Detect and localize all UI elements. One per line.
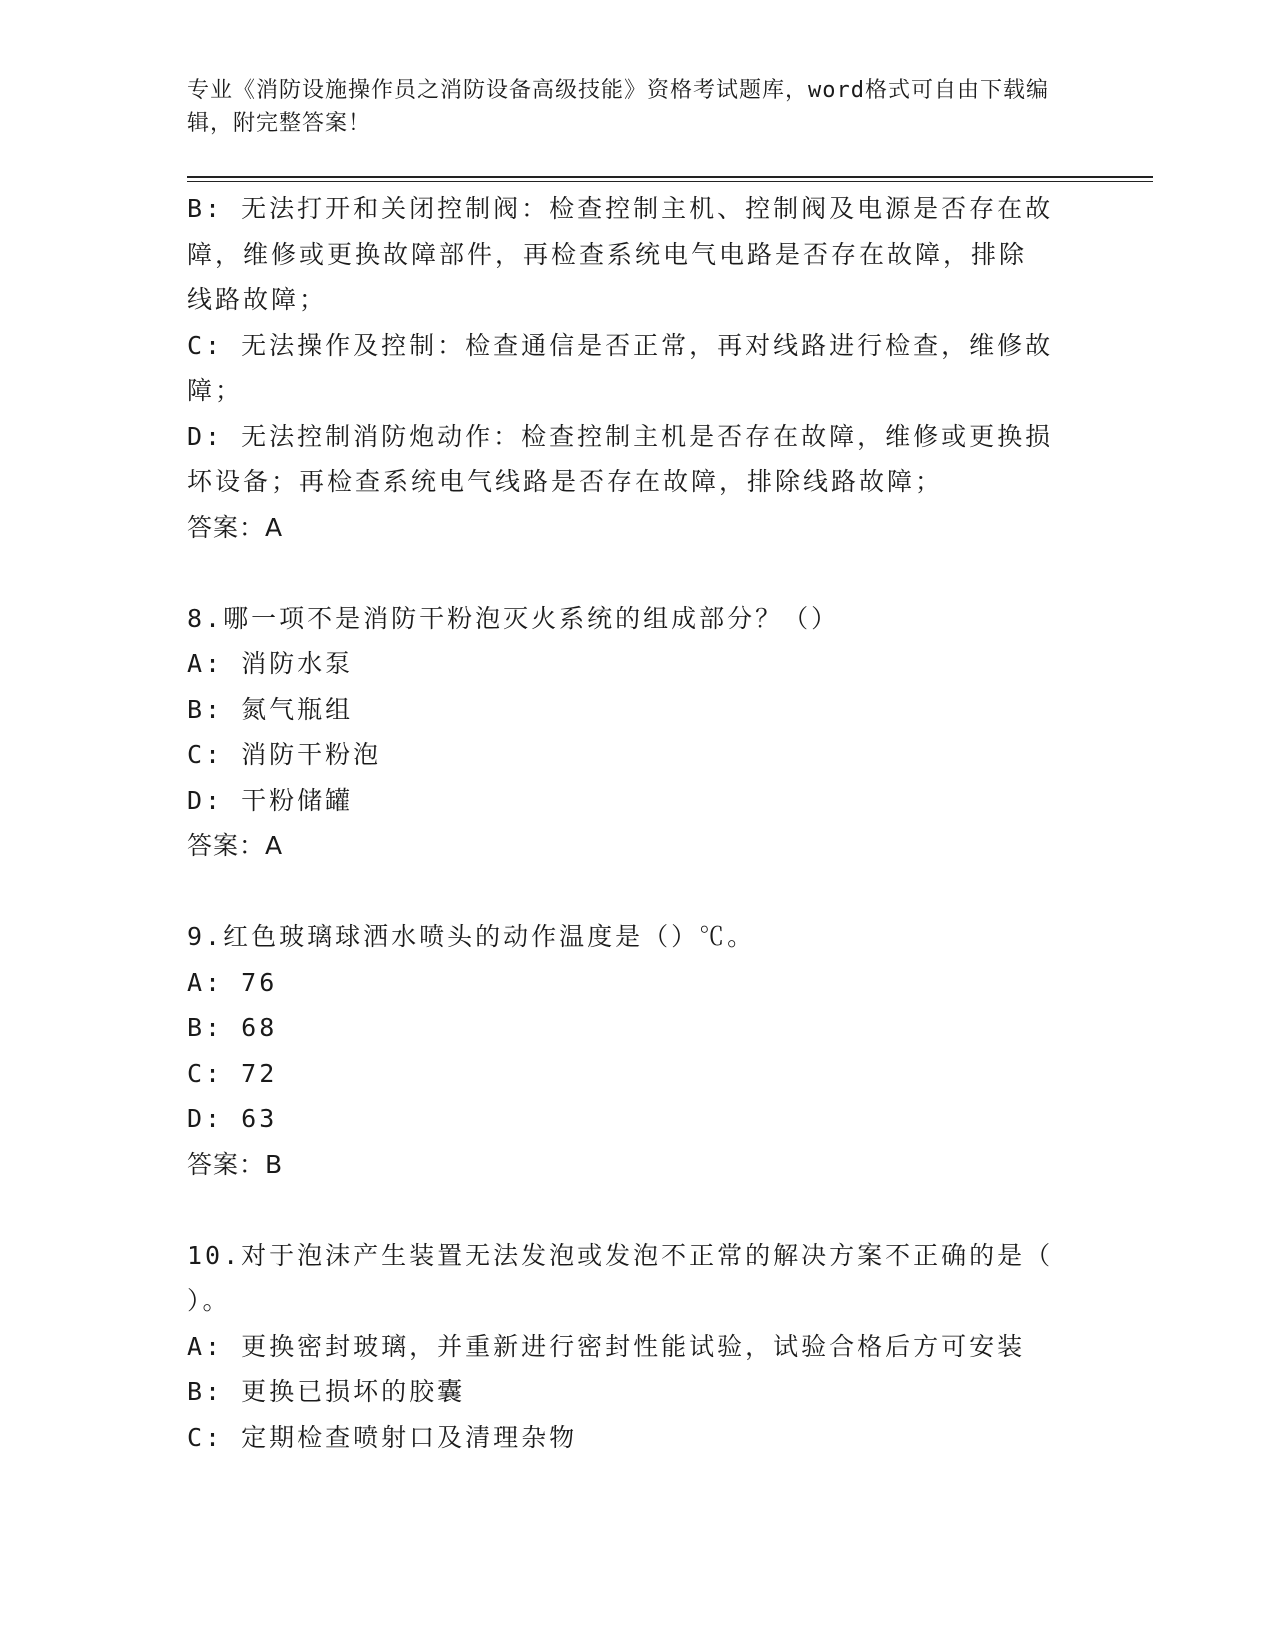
question-7-option-b [187, 186, 1067, 323]
option-line: C: 无法操作及控制：检查通信是否正常，再对线路进行检查，维修故 [187, 330, 1054, 360]
question-8-option-b: B: 氮气瓶组 [187, 694, 354, 724]
question-8-option-a: A: 消防水泵 [187, 649, 354, 678]
question-9-answer: 答案：B [187, 1149, 284, 1179]
question-7-option-c [187, 323, 1067, 414]
question-9-option-c: C: 72 [187, 1058, 278, 1088]
question-10-option-a: A: 更换密封玻璃，并重新进行密封性能试验，试验合格后方可安装 [187, 1331, 1026, 1361]
header-rule-thick [187, 176, 1153, 178]
question-10-option-c: C: 定期检查喷射口及清理杂物 [187, 1422, 578, 1452]
option-line: 线路故障； [187, 285, 328, 314]
question-9-option-b: B: 68 [187, 1013, 278, 1042]
question-10-option-b: B: 更换已损坏的胶囊 [187, 1377, 466, 1406]
question-7-option-d [187, 414, 1067, 505]
option-line: 障； [187, 376, 244, 405]
spacer [187, 550, 1067, 596]
option-line: D: 无法控制消防炮动作：检查控制主机是否存在故障，维修或更换损 [187, 421, 1054, 451]
option-line: B: 无法打开和关闭控制阀：检查控制主机、控制阀及电源是否存在故 [187, 194, 1054, 223]
question-10-stem-line-2: ）。 [187, 1286, 231, 1315]
question-9-option-a: A: 76 [187, 967, 278, 997]
question-9-option-d: D: 63 [187, 1104, 278, 1133]
question-8-stem: 8.哪一项不是消防干粉泡灭火系统的组成部分？（） [187, 603, 840, 633]
question-8-option-d: D: 干粉储罐 [187, 785, 354, 815]
question-9-stem: 9.红色玻璃球洒水喷头的动作温度是（）℃。 [187, 922, 756, 951]
spacer [187, 1187, 1067, 1233]
question-7-answer: 答案：A [187, 512, 284, 542]
question-8-option-c: C: 消防干粉泡 [187, 740, 382, 769]
question-content [187, 186, 1067, 1460]
question-8-answer: 答案：A [187, 831, 284, 860]
option-line: 坏设备；再检查系统电气线路是否存在故障，排除线路故障； [187, 467, 944, 496]
question-10-stem-line-1: 10.对于泡沫产生装置无法发泡或发泡不正常的解决方案不正确的是（ [187, 1240, 1054, 1270]
option-line: 障，维修或更换故障部件，再检查系统电气电路是否存在故障，排除 [187, 239, 1028, 269]
page-header: 专业《消防设施操作员之消防设备高级技能》资格考试题库，word格式可自由下载编辑，附完整答案！ [187, 78, 1049, 136]
header-rule-thin [187, 181, 1153, 182]
spacer [187, 869, 1067, 915]
